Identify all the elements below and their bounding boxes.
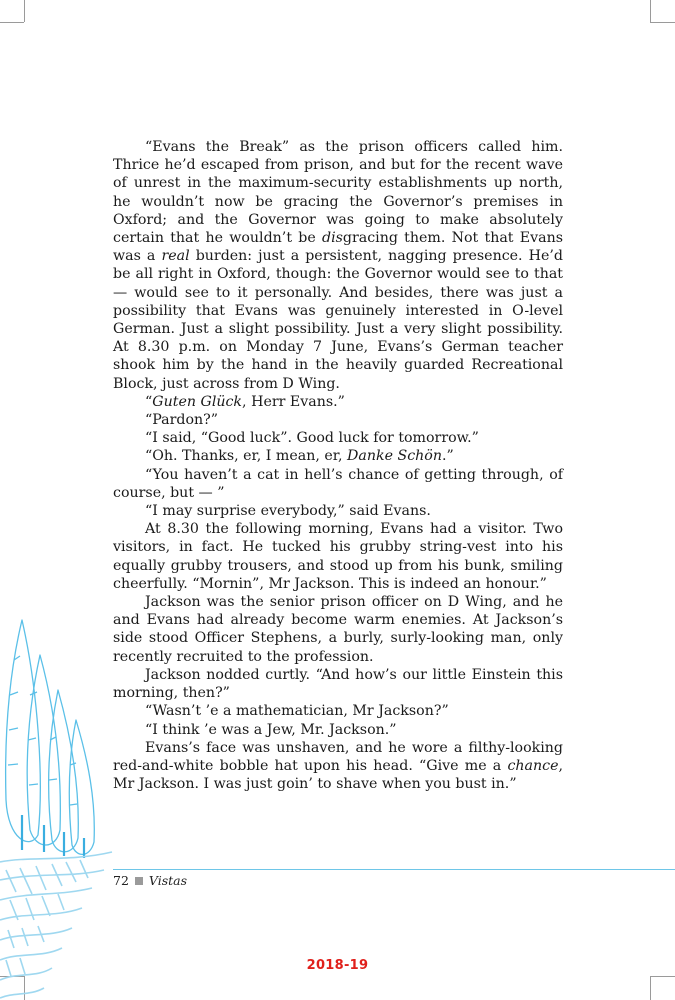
crop-mark-top-right-h <box>650 22 675 23</box>
paragraph <box>113 502 563 520</box>
text-run: gracing them. Not that Evans was a <box>113 230 563 265</box>
italic-text: dis <box>321 230 343 247</box>
text-run: Evans’s face was unshaven, and he wore a filthy-looking red-and-white bobble hat upon his head. “Give me a <box>113 739 563 774</box>
footer-rule <box>113 869 675 870</box>
italic-text: Guten Glück <box>152 393 243 410</box>
text-run: , Herr Evans.” <box>242 393 345 410</box>
paragraph <box>113 702 563 720</box>
text-run: “Wasn’t ’e a mathematician, Mr Jackson?” <box>145 703 449 720</box>
crop-mark-top-left <box>24 0 25 22</box>
paragraph <box>113 429 563 447</box>
crop-mark-top-left-h <box>0 22 24 23</box>
italic-text: chance <box>507 757 559 774</box>
crop-mark-top-right <box>650 0 651 22</box>
text-run: At 8.30 the following morning, Evans had a visitor. Two visitors, in fact. He tucked his grubby string-vest into his equally grubby trousers, and stood up from his bunk, smiling cheerfully. “Mornin”, Mr Jackson. This is indeed an honour.” <box>113 521 563 592</box>
paragraph <box>113 411 563 429</box>
crop-mark-bottom-right <box>650 976 651 1000</box>
text-run: .” <box>441 448 454 465</box>
paragraph <box>113 447 563 465</box>
paragraph <box>113 466 563 502</box>
footer-square-icon <box>135 877 143 885</box>
text-run: “ <box>145 393 153 410</box>
text-run: burden: just a persistent, nagging presence. He’d be all right in Oxford, though: the Governor would see to that — would see to it personally. And besides, there was just a possibility that Evans was genuinely interested in O-level German. Just a slight possibility. Just a very slight possibility. At 8.30 p.m. on Monday 7 June, Evans’s German teacher shook him by the hand in the heavily guarded Recreational Block, just across from D Wing. <box>113 248 563 392</box>
text-run: “Evans the Break” as the prison officers called him. Thrice he’d escaped from prison, and but for the recent wave of unrest in the maximum-security establishments up north, he wouldn’t now be gracing the Governor’s premises in Oxford; and the Governor was going to make absolutely certain that he wouldn’t be <box>113 139 563 247</box>
text-run: Jackson was the senior prison officer on D Wing, and he and Evans had already become warm enemies. At Jackson’s side stood Officer Stephens, a burly, surly-looking man, only recently recruited to the profession. <box>113 594 563 665</box>
paragraph <box>113 721 563 739</box>
paragraph <box>113 138 563 393</box>
page-number: 72 <box>113 873 129 888</box>
text-run: “Oh. Thanks, er, I mean, er, <box>145 448 347 465</box>
text-run: “I said, “Good luck”. Good luck for tomorrow.” <box>145 430 479 447</box>
book-title: Vistas <box>148 873 188 888</box>
paragraph <box>113 666 563 702</box>
text-run: “I may surprise everybody,” said Evans. <box>145 503 431 520</box>
text-run: “Pardon?” <box>145 412 219 429</box>
text-run: “You haven’t a cat in hell’s chance of getting through, of course, but — ” <box>113 466 563 501</box>
text-run: , Mr Jackson. I was just goin’ to shave when you bust in.” <box>113 757 563 793</box>
cypress-trees-illustration <box>0 600 115 1000</box>
italic-text: Danke Schön <box>347 448 442 465</box>
paragraph <box>113 739 563 794</box>
italic-text: real <box>161 248 190 265</box>
crop-mark-bottom-right-h <box>650 976 675 977</box>
paragraph <box>113 393 563 411</box>
story-text <box>113 138 563 793</box>
text-run: “I think ’e was a Jew, Mr. Jackson.” <box>145 721 397 738</box>
paragraph <box>113 593 563 666</box>
text-run: Jackson nodded curtly. “And how’s our little Einstein this morning, then?” <box>113 666 563 702</box>
edition-year: 2018-19 <box>306 958 369 973</box>
page-footer <box>113 873 187 888</box>
paragraph <box>113 520 563 593</box>
